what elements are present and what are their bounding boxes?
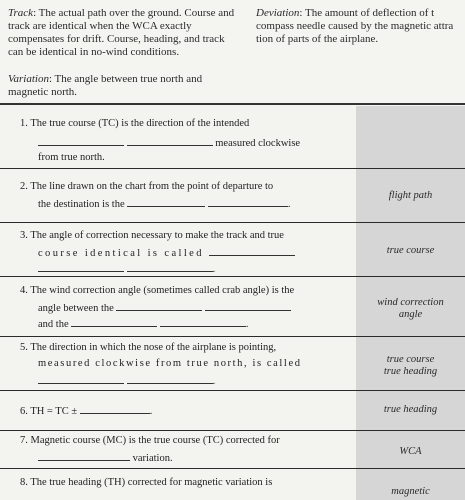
answer-blank[interactable] bbox=[127, 197, 205, 207]
variation-definition: Variation: The angle between true north and magnetic north. bbox=[8, 73, 203, 98]
answer-5: true course true heading bbox=[383, 354, 438, 377]
answer-blank[interactable] bbox=[71, 317, 157, 327]
item-divider bbox=[0, 276, 465, 277]
answer-3: true course bbox=[386, 245, 435, 256]
answer-blank[interactable] bbox=[127, 374, 213, 384]
item-divider bbox=[0, 390, 465, 391]
item-divider bbox=[0, 468, 465, 469]
definitions-section bbox=[0, 0, 465, 104]
answer-blank[interactable] bbox=[38, 374, 124, 384]
answer-blank[interactable] bbox=[38, 451, 130, 461]
deviation-definition: Deviation: The amount of deflection of t compass needle caused by the magnetic attra tion of parts of the airplane. bbox=[256, 7, 454, 45]
item-divider bbox=[0, 168, 465, 169]
answer-blank[interactable] bbox=[209, 246, 295, 256]
answer-blank[interactable] bbox=[205, 301, 291, 311]
answer-blank[interactable] bbox=[127, 262, 213, 272]
answer-blank[interactable] bbox=[208, 197, 288, 207]
answer-6: true heading bbox=[383, 404, 438, 415]
answer-2: flight path bbox=[388, 190, 433, 201]
item-divider bbox=[0, 222, 465, 223]
answer-blank[interactable] bbox=[127, 136, 213, 146]
answer-blank[interactable] bbox=[116, 301, 202, 311]
answer-blank[interactable] bbox=[80, 404, 150, 414]
item-divider bbox=[0, 336, 465, 337]
top-rule bbox=[0, 103, 465, 105]
item-divider bbox=[0, 430, 465, 431]
worksheet-page: Track: The actual path over the ground. Course and track are identical when the WCA exactly compensates for drift. Course, heading, and track can be identical in no-wind conditions. Variation: The angle between true north and magnetic north. Deviation: The amount of deflection of t compass needle caused by the magnetic attra tion of parts of the airplane. 1. The true course (TC) is the direction of the intended measured clockwise from true north. 2. The line drawn on the chart from the point of departure to the destination is the . flight path 3. The angle of correction necessary to make the track and true course identical is called . true course 4. The wind correction angle (sometimes called crab angle) is the angle between the and the . wind correction angle 5. The direction in which the nose of the airplane is pointing, measured clockwise from true north, is called . true course true heading 6. TH = TC ± . true heading 7. Magnetic course (MC) is the true course (TC) corrected for variation. WCA 8. The true heading (TH) corrected for magnetic variation is magnetic bbox=[0, 0, 465, 500]
answer-blank[interactable] bbox=[38, 136, 124, 146]
answer-blank[interactable] bbox=[38, 262, 124, 272]
answer-blank[interactable] bbox=[160, 317, 246, 327]
answer-8: magnetic bbox=[391, 486, 430, 497]
track-definition: Track: The actual path over the ground. Course and track are identical when the WCA exactly compensates for drift. Course, heading, and track can be identical in no-wind conditions. bbox=[8, 7, 235, 58]
answer-4: wind correction angle bbox=[377, 297, 444, 320]
answer-7: WCA bbox=[399, 446, 422, 457]
